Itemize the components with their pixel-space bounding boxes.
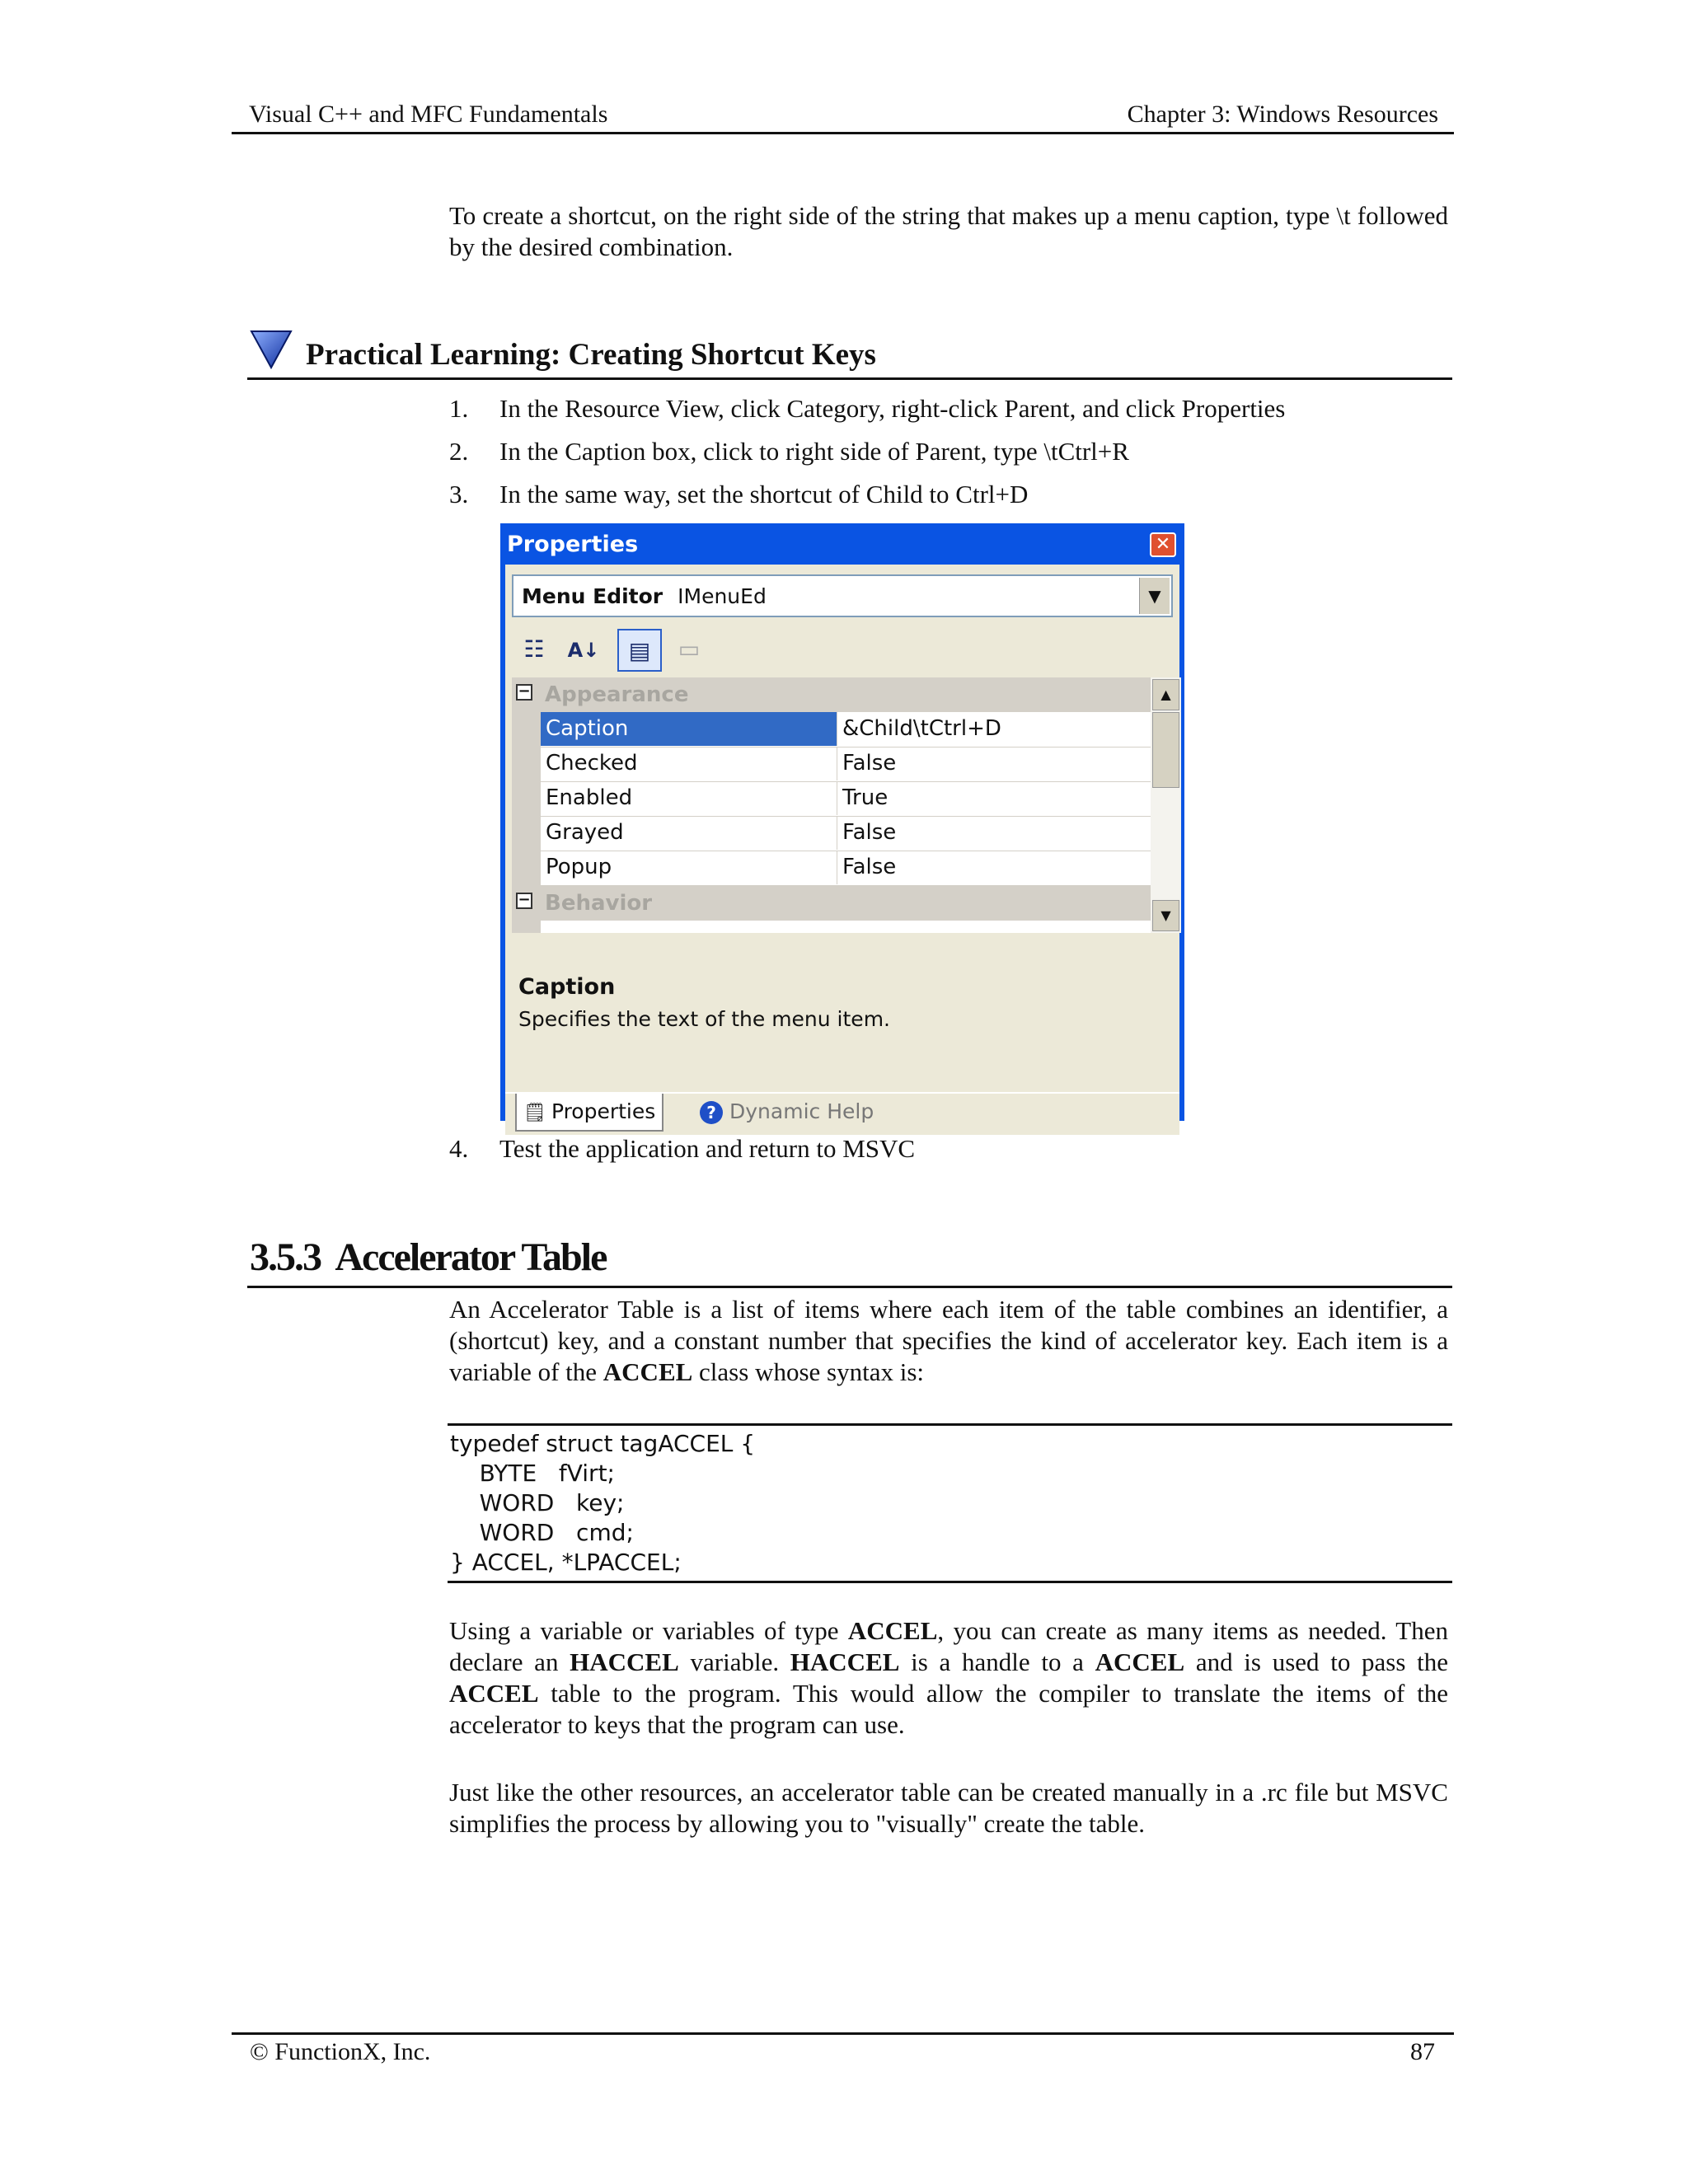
property-name: Enabled xyxy=(541,781,837,815)
vertical-scrollbar[interactable] xyxy=(1151,677,1181,933)
properties-view-button[interactable] xyxy=(617,629,662,672)
category-behavior[interactable] xyxy=(512,886,1151,921)
step-number: 4. xyxy=(449,1134,469,1163)
category-appearance[interactable] xyxy=(512,677,1151,712)
paragraph-text: , you can create as many items as needed. Then declare an xyxy=(449,1616,1448,1676)
step-number: 3. xyxy=(449,480,469,509)
window-body xyxy=(505,565,1179,1123)
step-text: Test the application and return to MSVC xyxy=(499,1134,916,1163)
chevron-down-icon[interactable]: ▼ xyxy=(1139,578,1170,614)
keyword: ACCEL xyxy=(1095,1647,1185,1676)
paragraph-text: and is used to pass the xyxy=(1184,1647,1449,1676)
paragraph-text: table to the program. This would allow the compiler to translate the items of the accelerator to keys that the program can use. xyxy=(449,1679,1448,1739)
page-number: 87 xyxy=(1410,2038,1435,2065)
close-button[interactable] xyxy=(1150,532,1176,557)
keyword: ACCEL xyxy=(449,1679,539,1708)
paragraph-text: Using a variable or variables of type xyxy=(449,1616,848,1645)
property-row-grayed[interactable] xyxy=(541,816,1151,851)
header-rule xyxy=(232,132,1454,134)
property-name: Caption xyxy=(541,712,837,746)
paragraph-text: variable. xyxy=(678,1647,790,1676)
list-item xyxy=(449,437,1438,470)
property-value[interactable]: True xyxy=(842,785,889,810)
property-value[interactable]: &Child\tCtrl+D xyxy=(842,716,1001,741)
property-value[interactable]: False xyxy=(842,820,897,845)
step-text: In the same way, set the shortcut of Child to Ctrl+D xyxy=(499,480,1029,509)
step-number: 2. xyxy=(449,437,469,466)
running-header-left: Visual C++ and MFC Fundamentals xyxy=(249,101,608,128)
property-row-popup[interactable] xyxy=(541,851,1151,886)
section-heading: 3.5.3 Accelerator Table xyxy=(250,1235,607,1279)
keyword: ACCEL xyxy=(847,1616,938,1645)
panel-tabs xyxy=(505,1092,1179,1135)
code-top-rule xyxy=(448,1423,1452,1426)
code-bottom-rule xyxy=(448,1581,1452,1583)
running-header-right: Chapter 3: Windows Resources xyxy=(1127,101,1438,128)
paragraph-text: class whose syntax is: xyxy=(692,1357,924,1386)
properties-window xyxy=(500,523,1184,1121)
step-text: In the Caption box, click to right side of Parent, type \tCtrl+R xyxy=(499,437,1129,466)
property-row-checked[interactable] xyxy=(541,747,1151,782)
footer-copyright: © FunctionX, Inc. xyxy=(250,2038,431,2065)
list-item xyxy=(449,480,1438,513)
step-number: 1. xyxy=(449,394,469,423)
tab-properties[interactable] xyxy=(515,1094,663,1132)
keyword-accel: ACCEL xyxy=(603,1357,693,1386)
categorized-button[interactable] xyxy=(512,629,556,672)
paragraph-text: An Accelerator Table is a list of items where each item of the table combines an identifier, a (shortcut) key, and a constant number that specifies the kind of accelerator key. Each item is a variable of the xyxy=(449,1295,1448,1386)
resources-paragraph: Just like the other resources, an accelerator table can be created manually in a .rc file but MSVC simplifies the process by allowing you to "visually" create the table. xyxy=(449,1778,1448,1838)
sort-az-icon: A↓ xyxy=(567,639,600,662)
footer-rule xyxy=(232,2032,1454,2035)
property-value[interactable]: False xyxy=(842,751,897,776)
scroll-up-icon[interactable]: ▲ xyxy=(1152,679,1179,710)
property-row-caption[interactable] xyxy=(541,712,1151,748)
property-grid xyxy=(512,677,1151,933)
code-block: typedef struct tagACCEL { BYTE fVirt; WORD key; WORD cmd; } ACCEL, *LPACCEL; xyxy=(450,1430,756,1576)
section-rule xyxy=(247,1286,1452,1288)
haccel-paragraph xyxy=(449,1615,1448,1741)
paragraph-text: is a handle to a xyxy=(899,1647,1095,1676)
collapse-icon[interactable]: − xyxy=(516,684,532,701)
scroll-thumb[interactable] xyxy=(1152,712,1179,788)
help-icon: ? xyxy=(700,1101,723,1124)
close-icon: ✕ xyxy=(1155,534,1171,555)
keyword: HACCEL xyxy=(790,1647,900,1676)
description-title: Caption xyxy=(518,974,616,1000)
description-pane xyxy=(512,974,1173,1065)
step-text: In the Resource View, click Category, right-click Parent, and click Properties xyxy=(499,394,1286,423)
collapse-icon[interactable]: − xyxy=(516,893,532,909)
tab-label: Properties xyxy=(551,1099,656,1123)
window-title: Properties xyxy=(507,532,639,557)
property-name: Popup xyxy=(541,851,837,884)
list-item xyxy=(449,394,1438,427)
alphabetic-button[interactable] xyxy=(561,629,606,672)
practical-rule xyxy=(247,377,1452,380)
practical-learning-title: Practical Learning: Creating Shortcut Keys xyxy=(306,338,876,372)
property-name: Checked xyxy=(541,747,837,780)
down-triangle-icon xyxy=(250,328,293,371)
properties-list-icon: ▤ xyxy=(628,637,651,664)
property-value[interactable]: False xyxy=(842,855,897,879)
description-text: Specifies the text of the menu item. xyxy=(518,1007,890,1031)
property-pages-icon: ▭ xyxy=(678,635,701,663)
category-label: Behavior xyxy=(545,891,653,916)
list-item xyxy=(449,1134,1438,1167)
intro-paragraph: To create a shortcut, on the right side of the string that makes up a menu caption, type \t followed by the desired combination. xyxy=(449,201,1448,261)
tab-dynamic-help[interactable] xyxy=(700,1094,874,1132)
properties-page-icon: 🗒 xyxy=(523,1103,546,1123)
object-id: IMenuEd xyxy=(678,584,767,608)
object-type: Menu Editor xyxy=(522,584,663,608)
keyword: HACCEL xyxy=(570,1647,679,1676)
category-label: Appearance xyxy=(545,682,689,707)
property-row-enabled[interactable] xyxy=(541,781,1151,817)
scroll-down-icon[interactable]: ▼ xyxy=(1152,900,1179,931)
categorized-icon: ☷ xyxy=(523,635,545,663)
property-name: Grayed xyxy=(541,816,837,850)
property-pages-button[interactable] xyxy=(667,629,711,672)
object-selector[interactable] xyxy=(512,574,1173,617)
tab-label: Dynamic Help xyxy=(729,1099,874,1123)
accelerator-intro-paragraph xyxy=(449,1294,1448,1388)
